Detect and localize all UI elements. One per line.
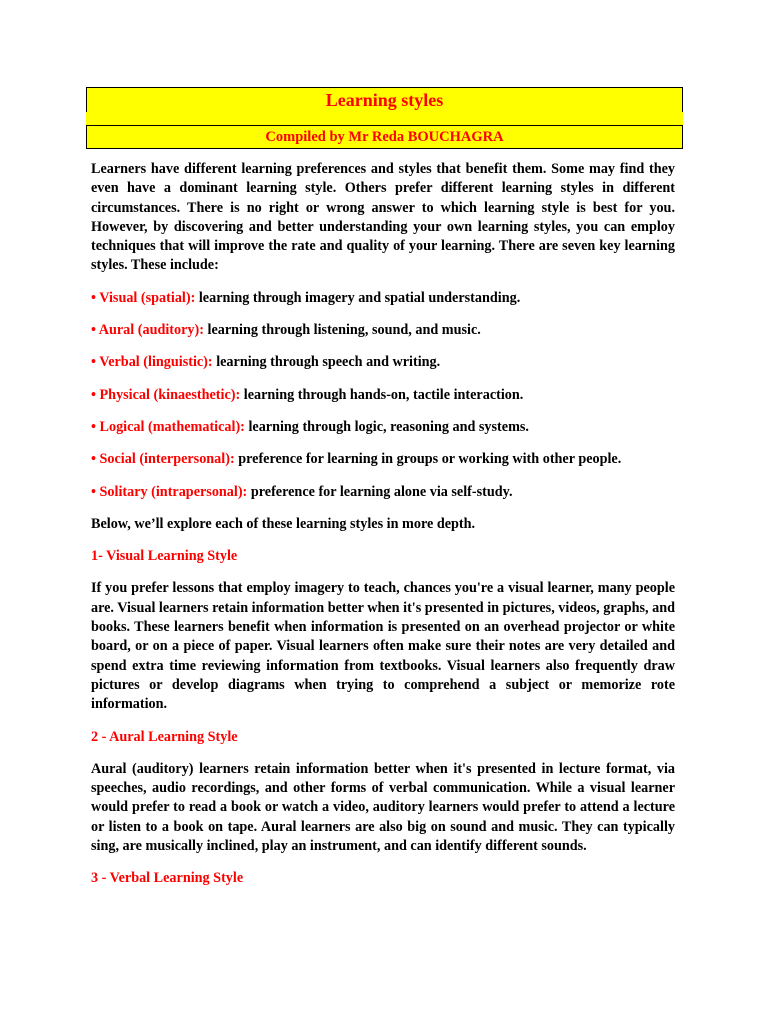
bullet-icon: • (91, 483, 96, 500)
style-term: Physical (kinaesthetic): (99, 386, 241, 403)
style-desc: learning through listening, sound, and music. (207, 322, 481, 339)
style-desc: preference for learning alone via self-study. (250, 483, 513, 500)
style-desc: learning through logic, reasoning and systems. (248, 418, 529, 435)
style-term: Visual (spatial): (99, 289, 196, 306)
subtitle-banner (86, 125, 683, 149)
style-desc: preference for learning in groups or working with other people. (238, 451, 622, 468)
title-banner-spacer (86, 112, 683, 125)
style-desc: learning through speech and writing. (216, 354, 441, 371)
style-item-verbal (91, 353, 675, 372)
bullet-icon: • (91, 289, 96, 306)
bullet-icon: • (91, 418, 96, 435)
style-item-aural (91, 321, 675, 340)
style-term: Social (interpersonal): (99, 451, 235, 468)
section-body-visual: If you prefer lessons that employ imagery to teach, chances you're a visual learner, many people are. Visual learners retain information better when it's presented in pictures, videos, graphs, and books. These learners benefit when information is presented on an overhead projector or white board, or on a piece of paper. Visual learners often make sure their notes are very detailed and spend extra time reviewing information from textbooks. Visual learners also frequently draw pictures or develop diagrams when trying to comprehend a subject or memorize rote information. (91, 580, 675, 713)
section-heading-aural: 2 - Aural Learning Style (91, 728, 238, 745)
style-item-logical (91, 418, 675, 437)
bullet-icon: • (91, 354, 96, 371)
style-item-solitary (91, 483, 675, 502)
style-item-visual (91, 289, 675, 308)
document-subtitle: Compiled by Mr Reda BOUCHAGRA (265, 129, 504, 145)
style-term: Logical (mathematical): (99, 418, 245, 435)
bullet-icon: • (91, 451, 96, 468)
transition-paragraph: Below, we’ll explore each of these learning styles in more depth. (91, 515, 476, 532)
bullet-icon: • (91, 386, 96, 403)
bullet-icon: • (91, 322, 96, 339)
style-desc: learning through hands-on, tactile interaction. (243, 386, 524, 403)
title-banner (86, 87, 683, 112)
section-body-aural: Aural (auditory) learners retain information better when it's presented in lecture format, via speeches, audio recordings, and other forms of verbal communication. While a visual learner would prefer to read a book or watch a video, auditory learners would prefer to attend a lecture or listen to a book on tape. Aural learners are also big on sound and music. They can typically sing, are musically inclined, play an instrument, and can identify different sounds. (91, 760, 675, 855)
style-item-social (91, 450, 675, 469)
document-body (91, 160, 675, 889)
section-heading-verbal: 3 - Verbal Learning Style (91, 870, 244, 887)
style-term: Solitary (intrapersonal): (99, 483, 248, 500)
style-desc: learning through imagery and spatial understanding. (198, 289, 521, 306)
intro-paragraph: Learners have different learning preferences and styles that benefit them. Some may find they even have a dominant learning style. Others prefer different learning styles in different circumstances. There is no right or wrong answer to which learning style is best for you. However, by discovering and better understanding your own learning styles, you can employ techniques that will improve the rate and quality of your learning. There are seven key learning styles. These include: (91, 161, 675, 274)
document-title: Learning styles (325, 90, 444, 110)
style-item-physical (91, 386, 675, 405)
section-heading-visual: 1- Visual Learning Style (91, 548, 238, 565)
style-term: Aural (auditory): (98, 322, 204, 339)
style-term: Verbal (linguistic): (99, 354, 213, 371)
